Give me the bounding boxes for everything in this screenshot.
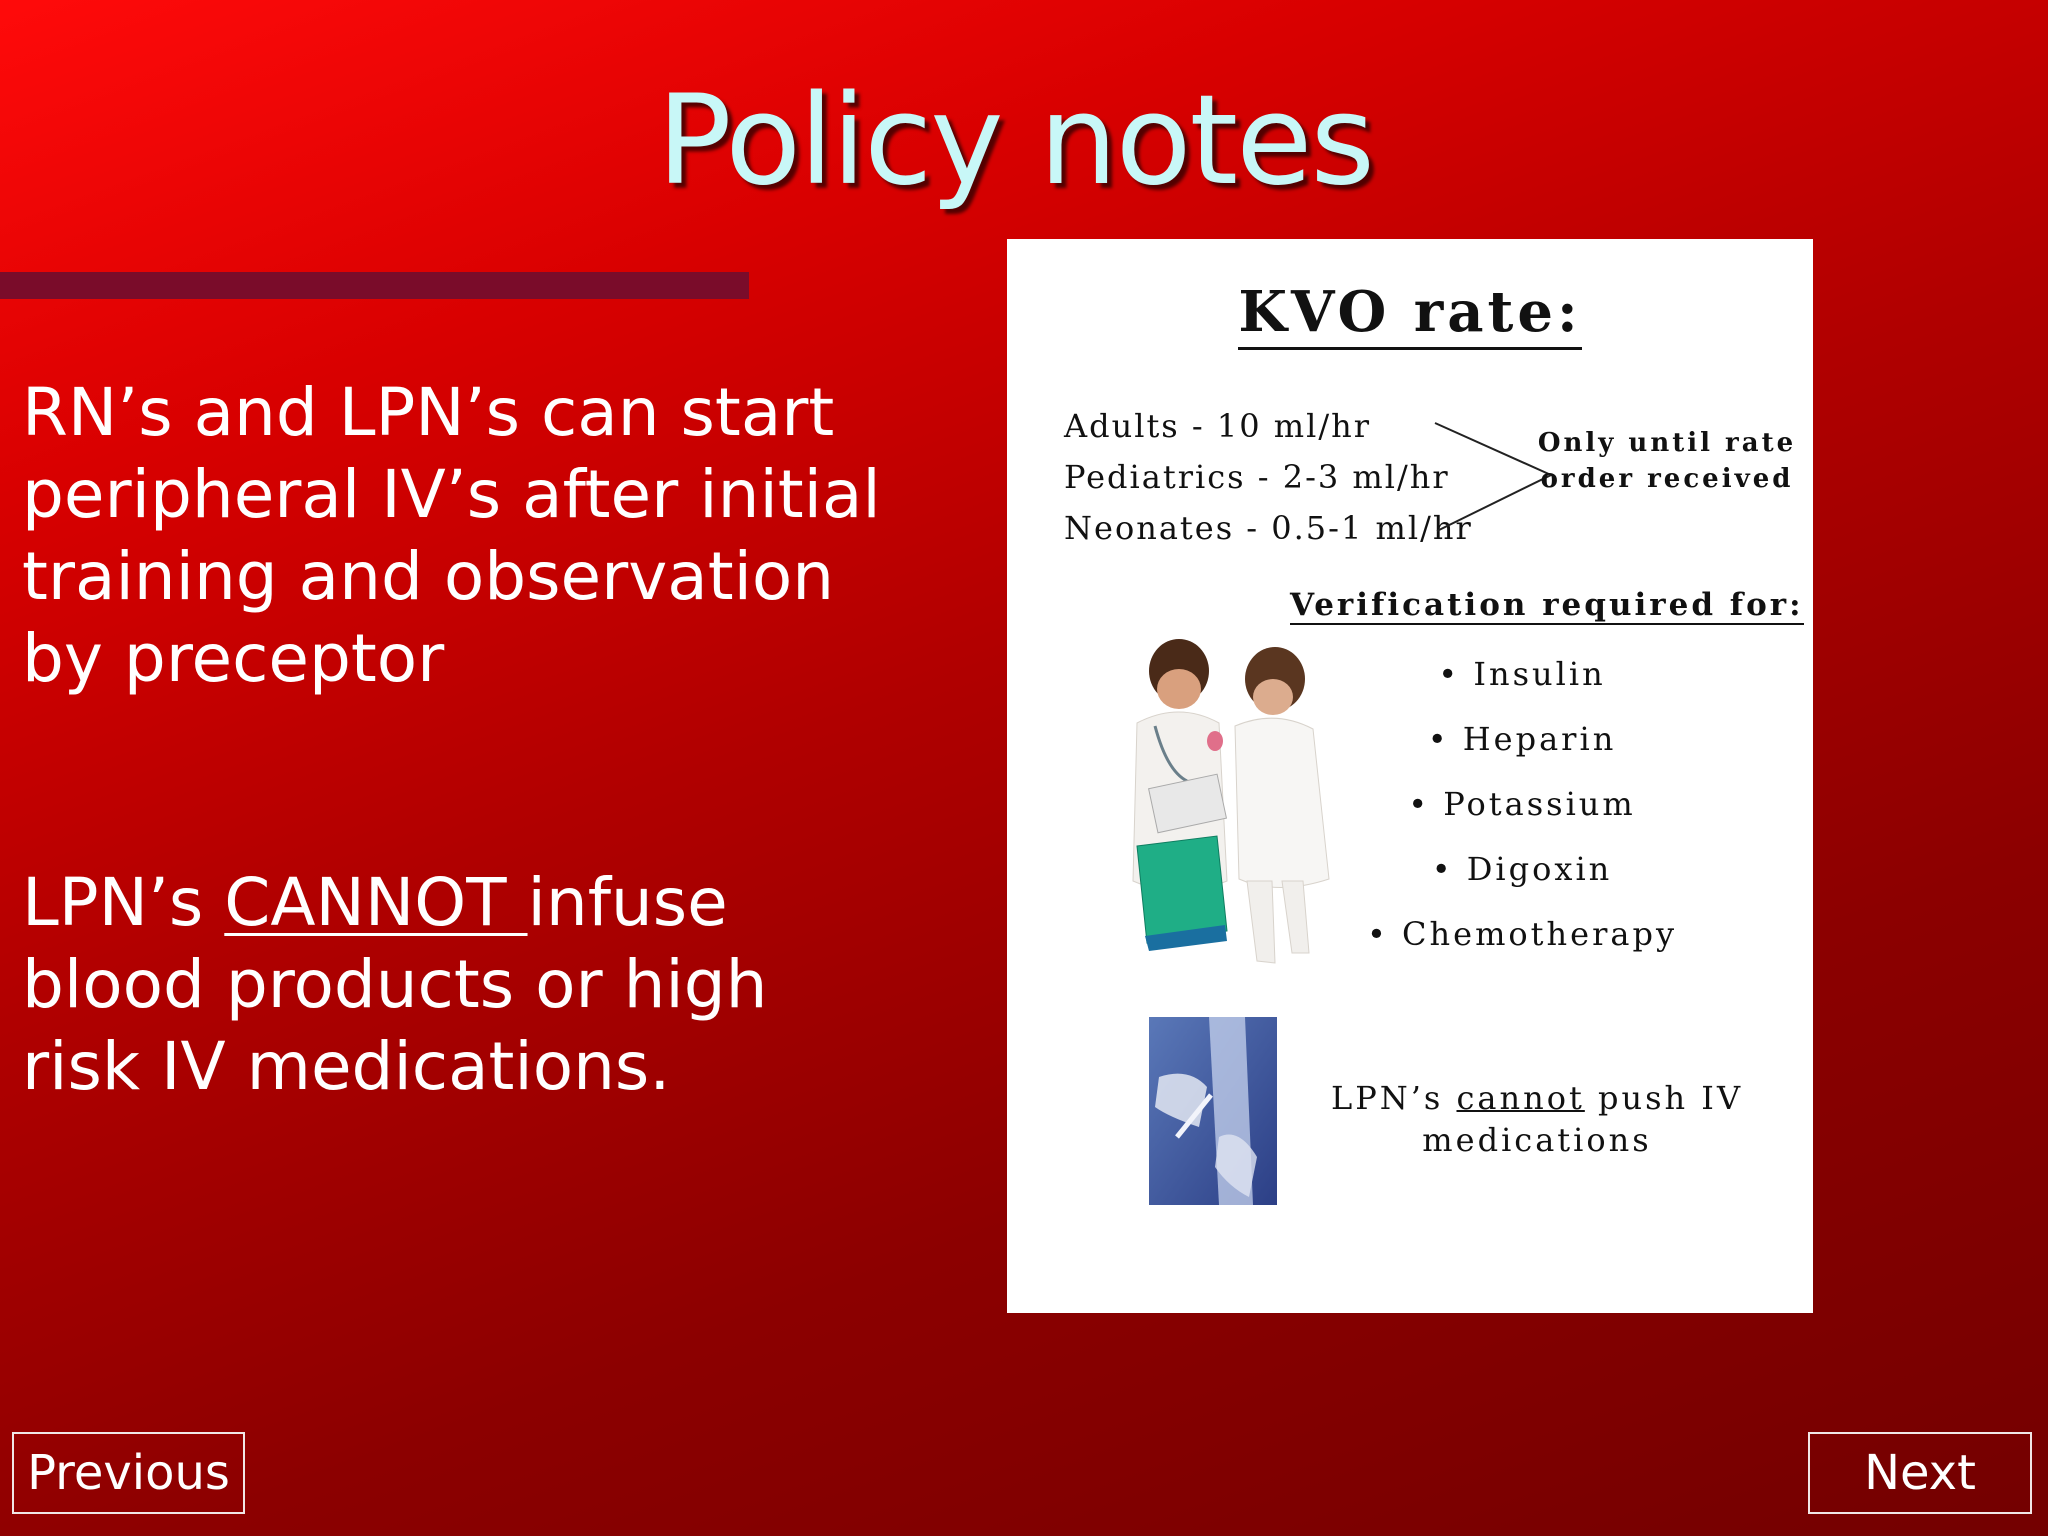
list-item-digoxin: • Digoxin	[1431, 850, 1613, 888]
rate-adults: Adults - 10 ml/hr	[1064, 407, 1372, 445]
rate-note-line2: order received	[1540, 464, 1794, 494]
accent-bar	[0, 272, 749, 299]
nurses-photo	[1107, 631, 1347, 981]
bullet-lpn-cannot-infuse	[22, 862, 902, 1108]
list-item-heparin: • Heparin	[1427, 720, 1617, 758]
push-note-prefix: LPN’s	[1330, 1079, 1457, 1117]
kvo-title-text: KVO rate:	[1238, 279, 1581, 350]
verification-list	[1337, 649, 1707, 974]
iv-injection-photo	[1149, 1017, 1277, 1205]
rate-pediatrics: Pediatrics - 2-3 ml/hr	[1064, 458, 1450, 496]
bullet-rn-lpn-start-iv: RN’s and LPN’s can start peripheral IV’s after initial training and observation by preceptor	[22, 374, 881, 697]
previous-button[interactable]: Previous	[12, 1432, 245, 1514]
list-item-chemotherapy: • Chemotherapy	[1366, 915, 1678, 953]
list-item-insulin: • Insulin	[1438, 655, 1606, 693]
bullet2-prefix: LPN’s	[22, 864, 225, 941]
push-note-emphasis: cannot	[1456, 1079, 1585, 1117]
rate-neonates: Neonates - 0.5-1 ml/hr	[1064, 509, 1473, 547]
rate-note	[1537, 425, 1797, 497]
kvo-info-card	[1007, 239, 1813, 1313]
push-note-suffix: push IV	[1584, 1079, 1744, 1117]
bullet2-emphasis: CANNOT	[224, 864, 528, 941]
kvo-title	[1007, 279, 1813, 345]
verification-title	[1290, 587, 1804, 623]
next-button[interactable]: Next	[1808, 1432, 2032, 1514]
push-note-line2: medications	[1422, 1121, 1652, 1159]
slide-title: Policy notes	[656, 69, 1374, 213]
push-note-line1	[1327, 1077, 1747, 1119]
bullet2-suffix: infuse blood products or high risk IV medications.	[22, 864, 768, 1105]
rate-note-line1: Only until rate	[1537, 428, 1797, 458]
push-iv-note	[1327, 1077, 1747, 1161]
list-item-potassium: • Potassium	[1408, 785, 1636, 823]
verification-title-text: Verification required for:	[1290, 587, 1804, 623]
